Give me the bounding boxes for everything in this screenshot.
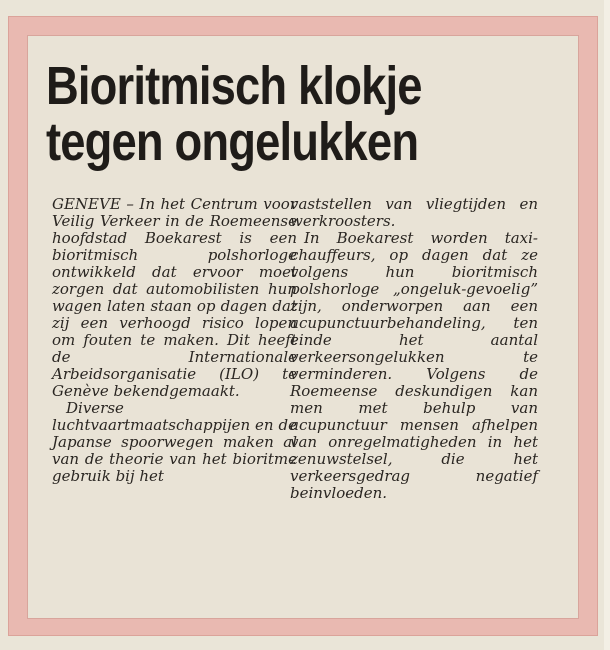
left-paragraph-1: GENEVE – In het Centrum voor Veilig Verkeer in de Roemeense hoofdstad Boekarest is een bioritmisch polshorloge ontwikkeld dat ervoor moet zorgen dat automobilisten hun wagen laten staan op dagen dat zij een verhoogd risico lopen om fouten te maken. Dit heeft de Internationale Arbeidsorganisatie (ILO) te Genève bekendgemaakt. (52, 195, 297, 400)
left-column (52, 196, 297, 485)
left-paragraph-2: Diverse luchtvaartmaatschappijen en de Japanse spoorwegen maken al van de theorie van het bioritme gebruik bij het (52, 399, 297, 485)
article-headline (46, 58, 491, 170)
headline-line-1: Bioritmisch klokje (46, 56, 422, 116)
right-paragraph-2: In Boekarest worden taxi-chauffeurs, op dagen dat ze volgens hun bioritmisch polshorloge „ongeluk-gevoelig” zijn, onderworpen aan een acupunctuurbehandeling, ten einde het aantal verkeersongelukken te verminderen. Volgens de Roemeense deskundigen kan men met behulp van acupunctuur mensen afhelpen van onregelmatigheden in het zenuwstelsel, die het verkeersgedrag negatief beinvloeden. (290, 229, 538, 502)
scan-edge (604, 0, 610, 650)
headline-line-2: tegen ongelukken (46, 112, 419, 172)
right-paragraph-1: vaststellen van vliegtijden en werkroosters. (290, 195, 538, 230)
right-column (290, 196, 538, 502)
